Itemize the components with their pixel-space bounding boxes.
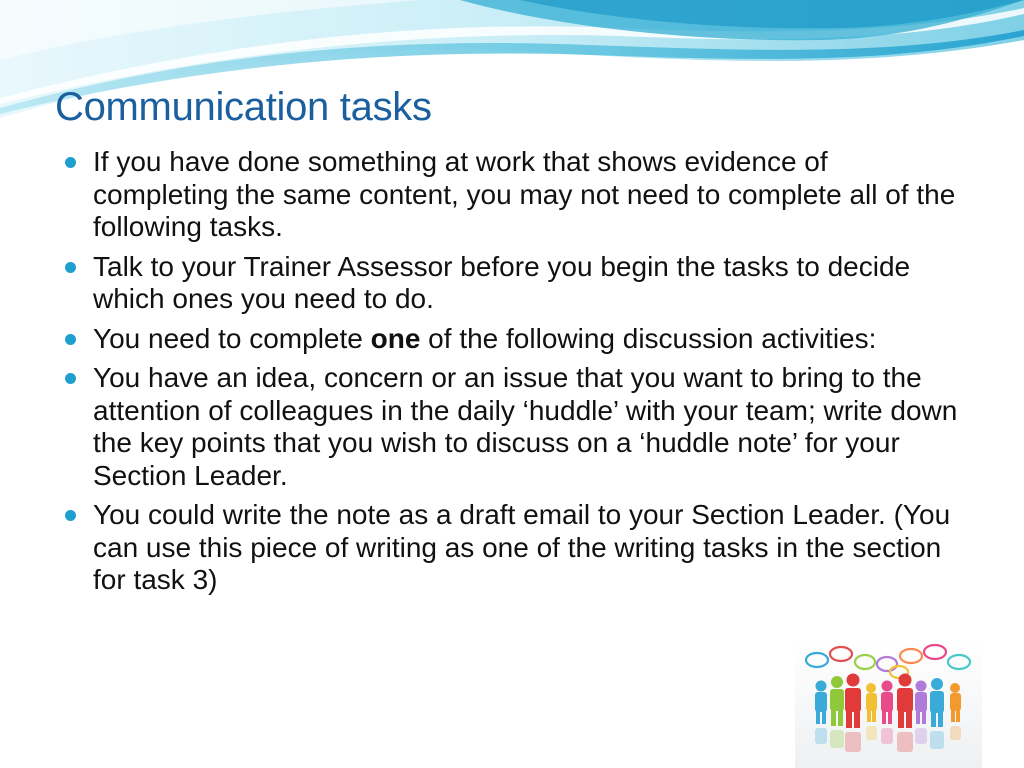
bullet-text: If you have done something at work that shows evidence of completing the same content, you may not need to complete all of the following tasks. (93, 146, 956, 242)
bullet-text: You have an idea, concern or an issue that you want to bring to the attention of colleagues in the daily ‘huddle’ with your team; write down the key points that you wish to discuss on a ‘huddle note’ for your Section Leader. (93, 362, 958, 491)
bullet-item (62, 146, 962, 244)
bullet-text: Talk to your Trainer Assessor before you begin the tasks to decide which ones you need to do. (93, 250, 911, 314)
bullet-list (62, 146, 962, 604)
bullet-item (62, 499, 962, 597)
bullet-text-suffix: of the following discussion activities: (420, 322, 877, 354)
bullet-item (62, 362, 962, 492)
bullet-item (62, 323, 962, 356)
bullet-dot-icon (65, 334, 76, 345)
bullet-text: You could write the note as a draft email to your Section Leader. (You can use this piece of writing as one of the writing tasks in the section for task 3) (93, 499, 951, 595)
bullet-dot-icon (65, 510, 76, 521)
bullet-text (93, 323, 876, 354)
bullet-dot-icon (65, 373, 76, 384)
bullet-dot-icon (65, 262, 76, 273)
bullet-text-prefix: You need to complete (93, 322, 371, 354)
people-discussion-icon (795, 642, 982, 768)
bullet-text-emphasis: one (370, 322, 421, 354)
slide-title: Communication tasks (55, 85, 432, 129)
bullet-item (62, 251, 962, 316)
bullet-dot-icon (65, 157, 76, 168)
